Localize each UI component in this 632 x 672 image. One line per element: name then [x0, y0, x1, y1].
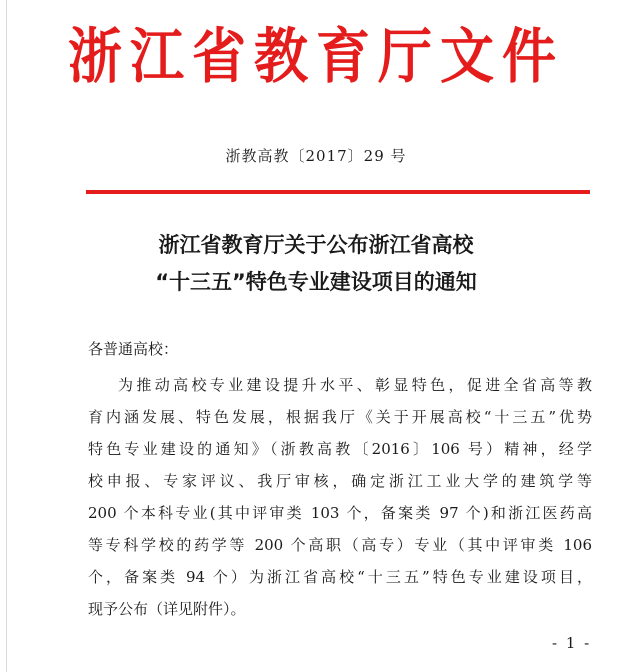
body-line: 个，备案类 94 个）为浙江省高校“十三五”特色专业建设项目，: [88, 568, 592, 586]
body-line: 为推动高校专业建设提升水平、彰显特色，促进全省高等教: [118, 376, 592, 394]
body-paragraph: [88, 369, 592, 625]
body-line: 育内涵发展、特色发展，根据我厅《关于开展高校“十三五”优势: [88, 408, 592, 426]
body-line: 等专科学校的药学等 200 个高职（高专）专业（其中评审类 106: [88, 536, 592, 554]
page-edge-divider: [6, 0, 7, 672]
body-line: 200 个本科专业(其中评审类 103 个，备案类 97 个)和浙江医药高: [88, 504, 592, 522]
body-line: 现予公布（详见附件）。: [88, 600, 246, 618]
red-header-rule: [86, 190, 590, 194]
notice-title: [0, 227, 632, 301]
body-line: 校申报、专家评议、我厅审核，确定浙江工业大学的建筑学等: [88, 472, 592, 490]
notice-title-line-1: 浙江省教育厅关于公布浙江省高校: [158, 233, 474, 257]
page-number: - 1 -: [552, 634, 592, 652]
salutation: 各普通高校：: [88, 340, 179, 358]
masthead-title: 浙江省教育厅文件: [68, 20, 564, 92]
body-line: 特色专业建设的通知》（浙教高教〔2016〕106 号）精神，经学: [88, 440, 592, 458]
notice-title-line-2: “十三五”特色专业建设项目的通知: [155, 270, 477, 294]
document-number: 浙教高教〔2017〕29 号: [225, 147, 407, 165]
